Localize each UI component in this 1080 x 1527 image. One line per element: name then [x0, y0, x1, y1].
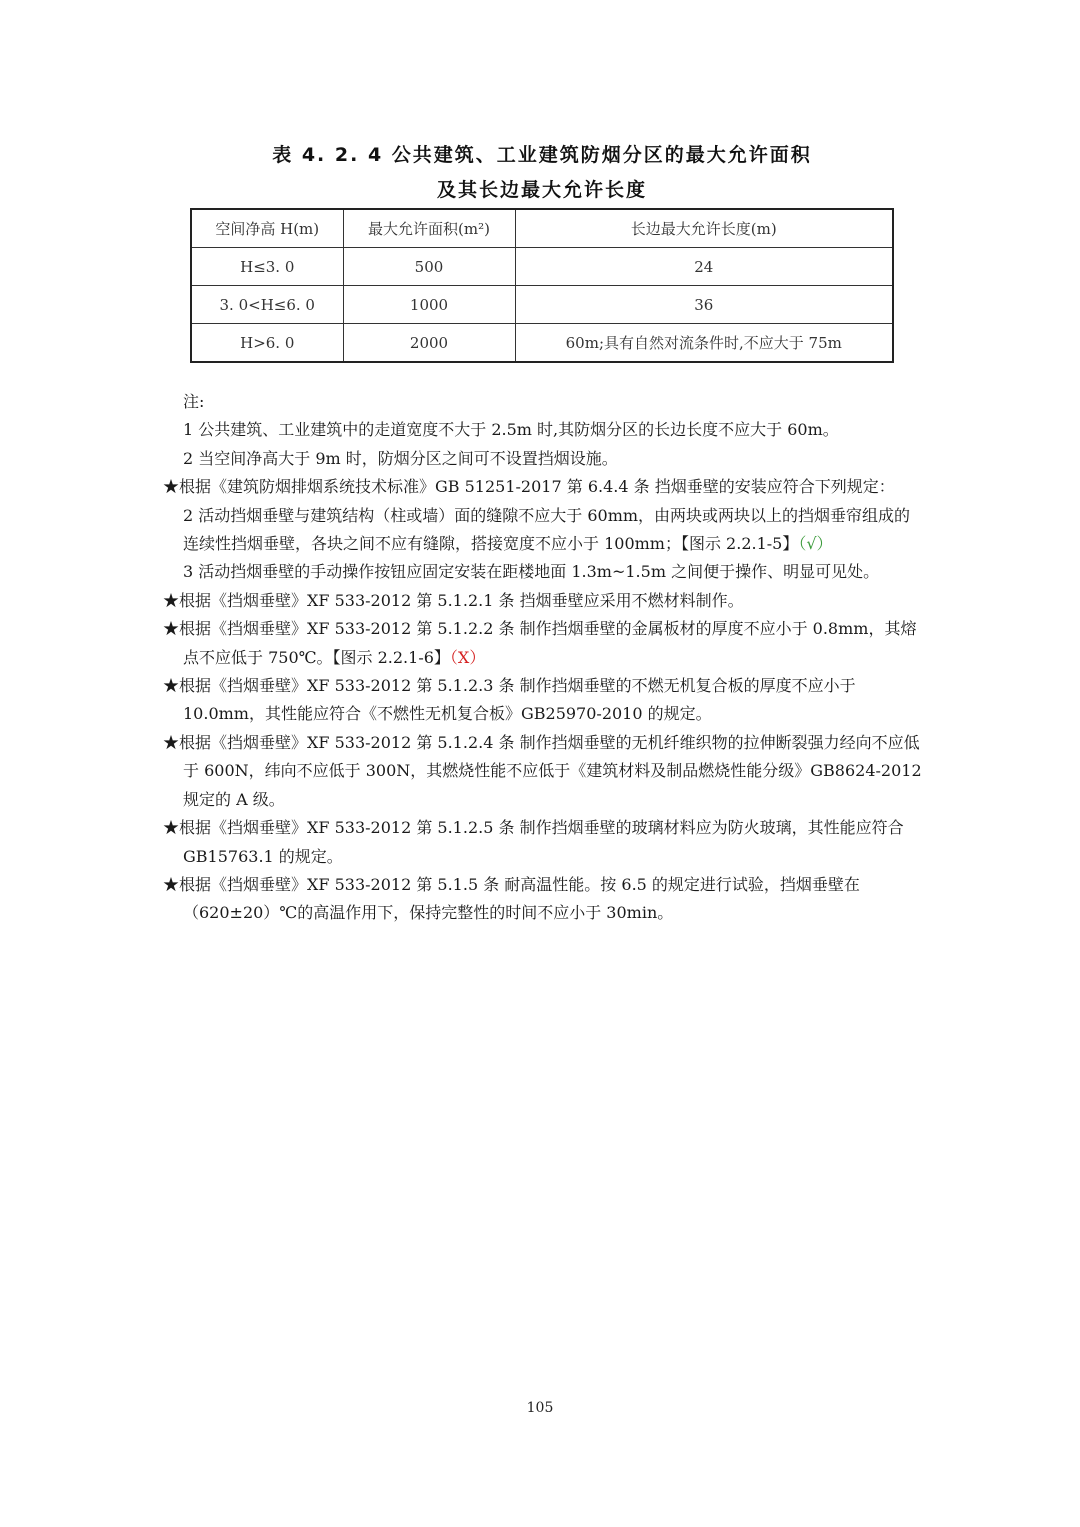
ref3-text: ★根据《挡烟垂壁》XF 533-2012 第 5.1.2.2 条 制作挡烟垂壁的金属板材的厚度不应小于 0.8mm，其熔点不应低于 750℃。【图示 2.2.1-6】: [163, 619, 917, 667]
check-mark: （√）: [798, 534, 833, 554]
cross-mark: （X）: [449, 647, 486, 667]
cell-height: H>6. 0: [191, 324, 343, 363]
table-title-line-2: 及其长边最大允许长度: [436, 179, 647, 201]
reference-xf533-5-1-5: ★根据《挡烟垂壁》XF 533-2012 第 5.1.5 条 耐高温性能。按 6.5 的规定进行试验，挡烟垂壁在（620±20）℃的高温作用下，保持完整性的时间不应小于 30min。: [163, 874, 860, 923]
note-2: 2 当空间净高大于 9m 时，防烟分区之间可不设置挡烟设施。: [183, 448, 618, 468]
table-row: [191, 286, 893, 324]
page-number: 105: [526, 1400, 554, 1416]
reference-xf533-5-1-2-3: ★根据《挡烟垂壁》XF 533-2012 第 5.1.2.3 条 制作挡烟垂壁的不燃无机复合板的厚度不应小于 10.0mm，其性能应符合《不燃性无机复合板》GB25970-2010 的规定。: [163, 676, 856, 724]
cell-height: 3. 0<H≤6. 0: [191, 286, 343, 324]
reference-gb51251-item-2: [163, 502, 923, 559]
notes-section: [163, 388, 923, 928]
header-max-length: 长边最大允许长度(m): [515, 209, 893, 248]
item-2-text: 2 活动挡烟垂壁与建筑结构（柱或墙）面的缝隙不应大于 60mm，由两块或两块以上的挡烟垂帘组成的连续性挡烟垂壁，各块之间不应有缝隙，搭接宽度不应小于 100mm；【图示 2.2.1-5】: [183, 505, 911, 554]
table-header-row: [191, 209, 893, 248]
header-clear-height: 空间净高 H(m): [191, 209, 343, 248]
note-1: 1 公共建筑、工业建筑中的走道宽度不大于 2.5m 时,其防烟分区的长边长度不应大于 60m。: [183, 420, 839, 440]
table-row: [191, 248, 893, 286]
cell-length: 24: [515, 248, 893, 286]
cell-length: 60m;具有自然对流条件时,不应大于 75m: [515, 324, 893, 363]
table-row: [191, 324, 893, 363]
cell-height: H≤3. 0: [191, 248, 343, 286]
table-title-line-1: 表 4. 2. 4 公共建筑、工业建筑防烟分区的最大允许面积: [272, 144, 812, 166]
reference-xf533-5-1-2-1: ★根据《挡烟垂壁》XF 533-2012 第 5.1.2.1 条 挡烟垂壁应采用不燃材料制作。: [163, 590, 744, 610]
cell-area: 2000: [343, 324, 515, 363]
reference-xf533-5-1-2-5: ★根据《挡烟垂壁》XF 533-2012 第 5.1.2.5 条 制作挡烟垂壁的玻璃材料应为防火玻璃，其性能应符合 GB15763.1 的规定。: [163, 818, 904, 866]
notes-label: 注:: [183, 392, 205, 411]
reference-xf533-5-1-2-4: ★根据《挡烟垂壁》XF 533-2012 第 5.1.2.4 条 制作挡烟垂壁的无机纤维织物的拉伸断裂强力经向不应低于 600N，纬向不应低于 300N，其燃烧性能不应低于《建筑材料及制品燃烧性能分级》GB8624-2012 规定的 A 级。: [163, 732, 922, 809]
smoke-compartment-table: [190, 208, 894, 363]
header-max-area: 最大允许面积(m²): [343, 209, 515, 248]
reference-xf533-5-1-2-2: [163, 615, 923, 672]
cell-area: 1000: [343, 286, 515, 324]
reference-gb51251-item-3: 3 活动挡烟垂壁的手动操作按钮应固定安装在距楼地面 1.3m~1.5m 之间便于操作、明显可见处。: [183, 562, 880, 582]
cell-length: 36: [515, 286, 893, 324]
cell-area: 500: [343, 248, 515, 286]
reference-gb51251: ★根据《建筑防烟排烟系统技术标准》GB 51251-2017 第 6.4.4 条 挡烟垂壁的安装应符合下列规定：: [163, 477, 895, 497]
